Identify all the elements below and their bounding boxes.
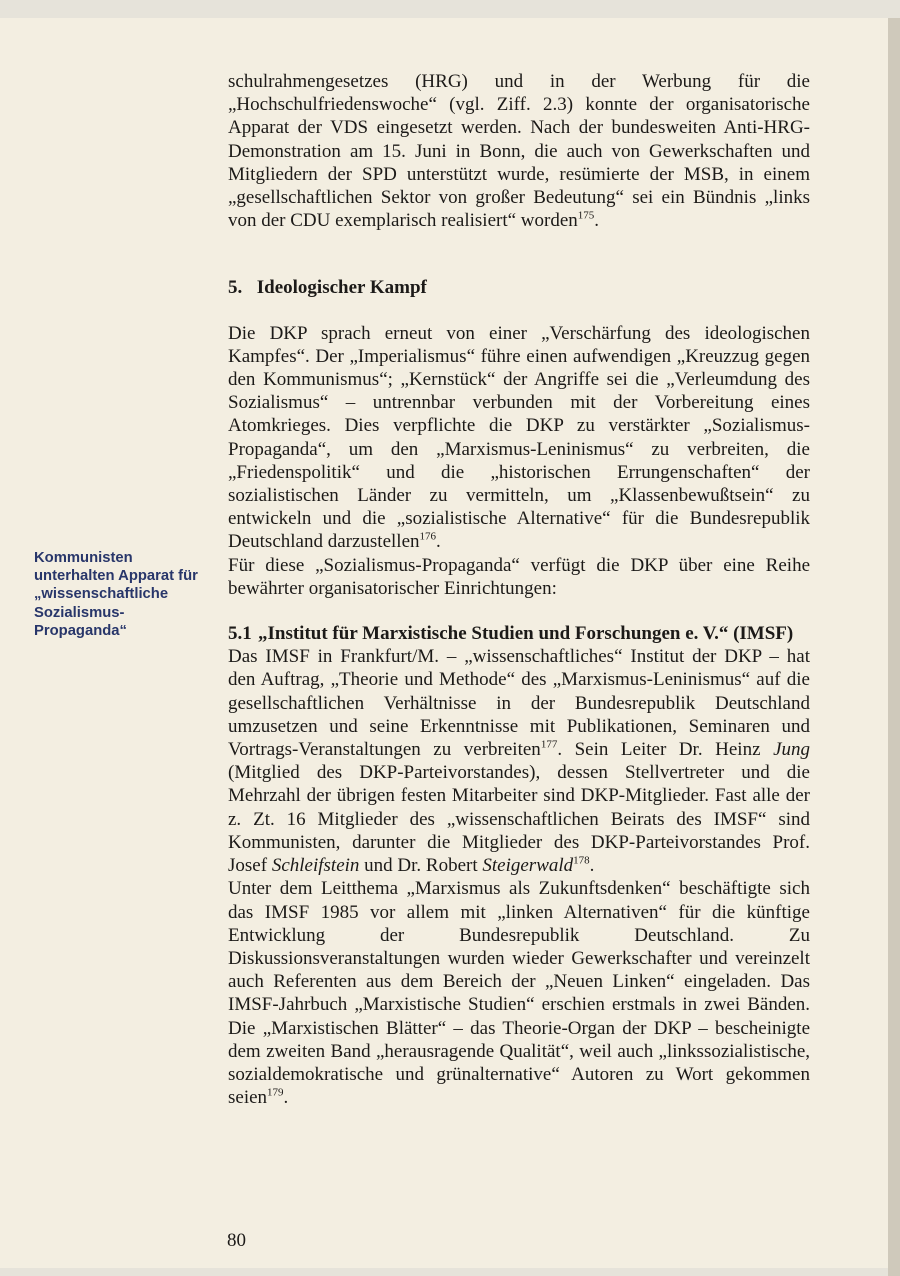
- paragraph-continued: [228, 70, 810, 232]
- section-heading: [228, 276, 810, 299]
- page-number: 80: [227, 1230, 246, 1251]
- paragraph-text: Die DKP sprach erneut von einer „Verschärfung des ideologischen Kampfes“. Der „Imperialismus“ führe einen aufwendigen „Kreuzzug gegen den Kommunismus“; „Kernstück“ der Angriffe sei die „Verleumdung des Sozialismus“ – untrennbar verbunden mit der Vorbereitung eines Atomkrieges. Dies verpflichte die DKP zu verstärkter „Sozialismus-Propaganda“, um den „Marxismus-Leninismus“ zu verbreiten, die „Friedenspolitik“ und die „historischen Errungenschaften“ der sozialistischen Länder zu vermitteln, um „Klassenbewußtsein“ zu entwickeln und die „sozialistische Alternative“ für die Bundesrepublik Deutschland darzustellen: [228, 322, 810, 553]
- paragraph-text: . Sein Leiter Dr. Heinz: [557, 739, 774, 761]
- margin-note: Kommunisten unterhalten Apparat für „wissenschaftliche Sozialismus-Propaganda“: [34, 550, 198, 639]
- footnote-ref-175: 175: [577, 209, 595, 222]
- footnote-ref-176: 176: [419, 531, 437, 544]
- body-text: [228, 70, 810, 1109]
- subsection-heading: [228, 622, 810, 645]
- person-name-schleifstein: Schleifstein: [271, 855, 360, 877]
- footnote-ref-178: 178: [573, 854, 590, 867]
- paragraph-dkp-ideological: [228, 322, 810, 554]
- person-name-jung: Jung: [773, 739, 810, 761]
- subsection-title: „Institut für Marxistische Studien und Forschungen e. V.“ (IMSF): [258, 623, 794, 645]
- paragraph-propaganda-institutions: Für diese „Sozialismus-Propaganda“ verfügt die DKP über eine Reihe bewährter organisatorischer Einrichtungen:: [228, 554, 810, 599]
- paragraph-end: .: [283, 1087, 289, 1109]
- paragraph-text: und Dr. Robert: [359, 855, 483, 877]
- section-title: Ideologischer Kampf: [256, 277, 427, 299]
- paragraph-end: .: [594, 210, 600, 232]
- paragraph-text: (Mitglied des DKP-Parteivorstandes), dessen Stellvertreter und die Mehrzahl der übrigen festen Mitarbeiter sind DKP-Mitglieder. Fast alle der z. Zt. 16 Mitglieder des „wissenschaftlichen Beirats des IMSF“ sind Kommunisten, darunter die Mitglieder des DKP-Parteivorstandes Prof. Josef: [228, 762, 810, 877]
- subsection-number: 5.1: [228, 623, 252, 645]
- person-name-steigerwald: Steigerwald: [482, 855, 574, 877]
- paragraph-text: schulrahmengesetzes (HRG) und in der Werbung für die „Hochschulfriedenswoche“ (vgl. Ziff. 2.3) konnte der organisatorische Apparat der VDS eingesetzt werden. Nach der bundesweiten Anti-HRG-Demonstration am 15. Juni in Bonn, die auch von Gewerkschaften und Mitgliedern der SPD unterstützt wurde, resümierte der MSB, in einem „gesellschaftlichen Sektor von großer Bedeutung“ sei ein Bündnis „links von der CDU exemplarisch realisiert“ worden: [228, 71, 810, 232]
- paragraph-imsf-1985: [228, 877, 810, 1109]
- paragraph-text: Das IMSF in Frankfurt/M. – „wissenschaftliches“ Institut der DKP – hat den Auftrag, „Theorie und Methode“ des „Marxismus-Leninismus“ auf die gesellschaftlichen Verhältnisse in der Bundesrepublik Deutschland umzusetzen und seine Erkenntnisse mit Publikationen, Seminaren und Vortrags-Veranstaltungen zu verbreiten: [228, 646, 810, 761]
- page-edge-shadow: [888, 18, 900, 1276]
- paragraph-end: .: [436, 531, 441, 553]
- paragraph-text: Unter dem Leitthema „Marxismus als Zukunftsdenken“ beschäftigte sich das IMSF 1985 vor allem mit „linken Alternativen“ für die künftige Entwicklung der Bundesrepublik Deutschland. Zu Diskussionsveranstaltungen wurden wieder Gewerkschafter und vereinzelt auch Referenten aus dem Bereich der „Neuen Linken“ eingeladen. Das IMSF-Jahrbuch „Marxistische Studien“ erschien erstmals in zwei Bänden. Die „Marxistischen Blätter“ – das Theorie-Organ der DKP – bescheinigte dem zweiten Band „herausragende Qualität“, weil auch „linkssozialistische, sozialdemokratische und grünalternative“ Autoren zu Wort gekommen seien: [228, 878, 810, 1109]
- paragraph-end: .: [589, 855, 595, 877]
- footnote-ref-179: 179: [267, 1086, 284, 1099]
- section-number: 5.: [228, 277, 243, 299]
- footnote-ref-177: 177: [540, 738, 558, 751]
- paragraph-imsf: [228, 645, 810, 877]
